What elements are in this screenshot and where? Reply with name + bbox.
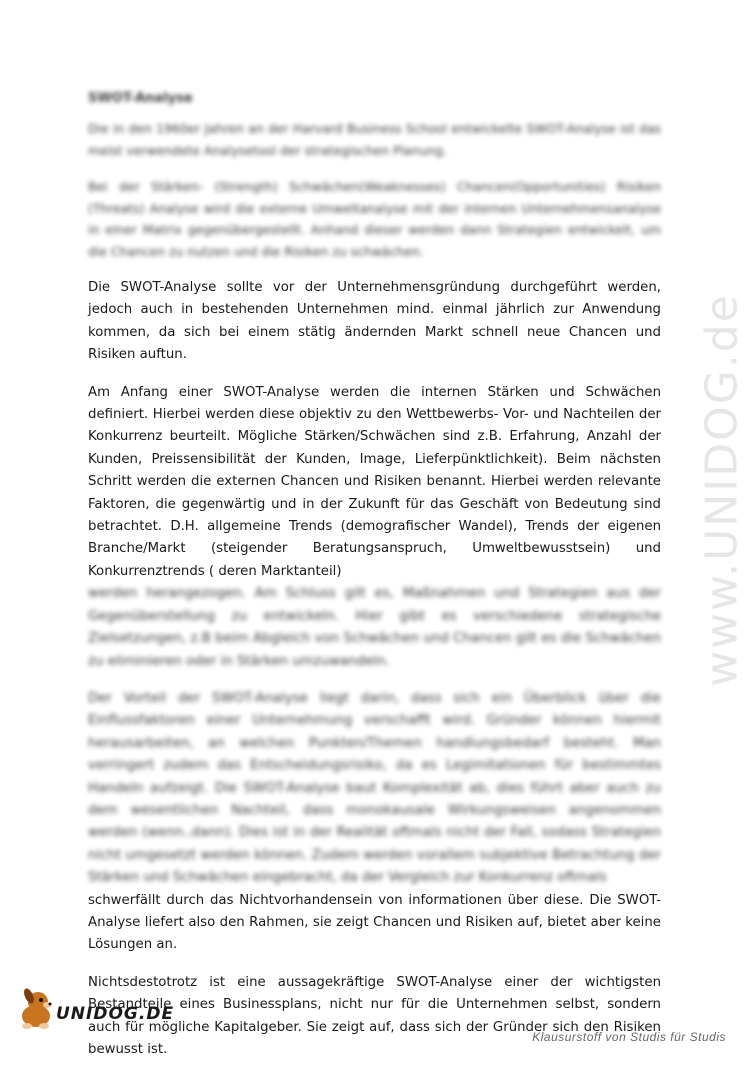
paragraph-intro: Die in den 1960er Jahren an der Harvard Business School entwickelte SWOT-Analyse ist das meist verwendete Analysetool der strategischen Planung. — [88, 121, 661, 158]
page-title: SWOT-Analyse — [88, 91, 193, 106]
paragraph-procedure — [88, 382, 661, 673]
logo-text: UNIDOG.DE — [56, 1004, 175, 1024]
dog-icon — [14, 986, 60, 1032]
watermark-text: www.UNIDOG.de — [696, 293, 748, 687]
footer-claim: Klausurstoff von Studis für Studis — [532, 1030, 726, 1044]
paragraph-procedure-blurred: werden herangezogen. Am Schluss gilt es, Maßnahmen und Strategien aus der Gegenüberstellung zu entwickeln. Hier gibt es verschiedene strategische Zielsetzungen, z.B beim Abgleich von Schwächen und Chancen gilt es die Schwächen zu eliminieren oder in Stärken umzuwandeln. — [88, 586, 661, 669]
paragraph-definition: Bei der Stärken- (Strength) Schwächen(Weaknesses) Chancen(Opportunities) Risiken (Threats) Analyse wird die externe Umweltanalyse mit der internen Unternehmensanalyse in einer Matrix gegenübergestellt. Anhand dieser werden dann Strategien entwickelt, um die Chancen zu nutzen und die Risiken zu schwächen. — [88, 179, 661, 259]
paragraph-advantages-clear: schwerfällt durch das Nichtvorhandensein von informationen über diese. Die SWOT-Analyse liefert also den Rahmen, sie zeigt Chancen und Risiken auf, bietet aber keine Lösungen an. — [88, 892, 661, 953]
paragraph-procedure-clear: Am Anfang einer SWOT-Analyse werden die internen Stärken und Schwächen definiert. Hierbei werden diese objektiv zu den Wettbewerbs- Vor- und Nachteilen der Konkurrenz beurteilt. Mögliche Stärken/Schwächen sind z.B. Erfahrung, Anzahl der Kunden, Preissensibilität der Kunden, Image, Lieferpünktlichkeit). Beim nächsten Schritt werden die externen Chancen und Risiken benannt. Hierbei werden relevante Faktoren, die gegenwärtig und in der Zukunft für das Geschäft von Bedeutung sind betrachtet. D.H. allgemeine Trends (demografischer Wandel), Trends der eigenen Branche/Markt (steigender Beratungsanspruch, Umweltbewusstsein) und Konkurrenztrends ( deren Marktanteil) — [88, 384, 661, 579]
paragraph-timing: Die SWOT-Analyse sollte vor der Unternehmensgründung durchgeführt werden, jedoch auch in bestehenden Unternehmen mind. einmal jährlich zur Anwendung kommen, da sich bei einem stätig ändernden Markt schnell neue Chancen und Risiken auftun. — [88, 280, 661, 363]
watermark — [696, 250, 748, 730]
paragraph-conclusion: Nichtsdestotrotz ist eine aussagekräftige SWOT-Analyse einer der wichtigsten Bestandteile eines Businessplans, nicht nur für die Unternehmen selbst, sondern auch für mögliche Kapitalgeber. Sie zeigt auf, dass sich der Gründer sich den Risiken bewusst ist. — [88, 974, 661, 1057]
paragraph-advantages — [88, 688, 661, 957]
unidog-logo[interactable] — [14, 986, 175, 1038]
paragraph-advantages-blurred: Der Vorteil der SWOT-Analyse liegt darin, dass sich ein Überblick über die Einflussfaktoren einer Unternehmung verschafft wird. Gründer können hiermit herausarbeiten, an welchen Punkten/Themen handlungsbedarf besteht. Man verringert zudem das Entscheidungsrisiko, da es Legimitationen für bestimmtes Handeln aufzeigt. Die SWOT-Analyse baut Komplexität ab, dies führt aber auch zu dem wesentlichen Nachteil, dass monokausale Wirkungsweisen angenommen werden (wenn..dann). Dies ist in der Realität oftmals nicht der Fall, sodass Strategien nicht umgesetzt werden können. Zudem werden vorallem subjektive Betrachtung der Stärken und Schwächen eingebracht, da der Vergleich zur Konkurrenz oftmals — [88, 690, 661, 886]
document-content — [88, 90, 661, 1076]
